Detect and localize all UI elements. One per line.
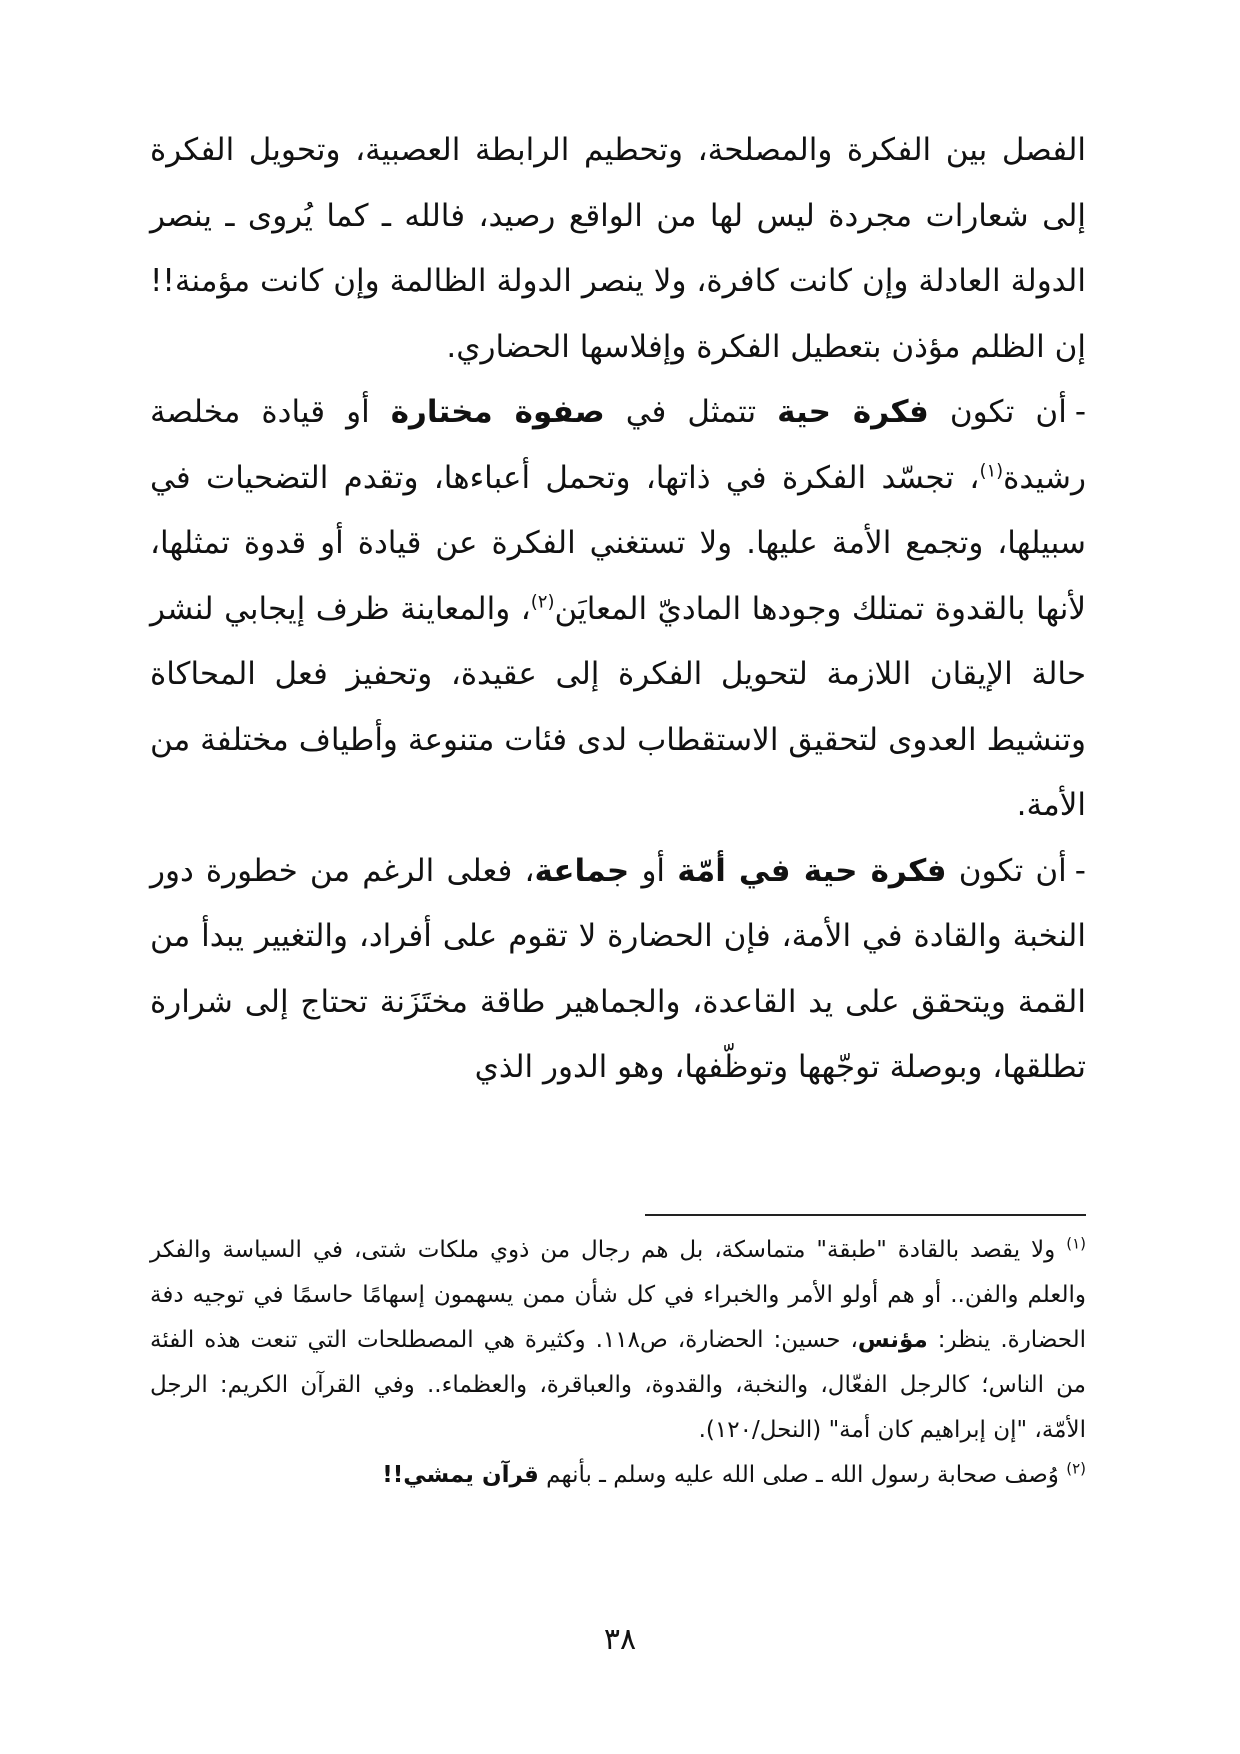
footnote-1-mark: (١)	[1066, 1234, 1086, 1253]
footnote-2-mark: (٢)	[1066, 1459, 1086, 1478]
bullet2-text-1: أن تكون	[958, 852, 1067, 889]
bullet-dash: -	[1074, 852, 1086, 889]
footnote-1-text-1: ولا يقصد بالقادة "طبقة" متماسكة، بل هم رجال من ذوي ملكات شتى، في السياسة والفكر والعلم والفن.. أو هم أولو الأمر والخبراء في كل شأن ممن يسهمون إسهامًا حاسمًا في توجيه دفة الحضارة. ينظر:	[150, 1237, 1087, 1353]
footnote-2	[150, 1453, 1086, 1498]
bullet-dash: -	[1074, 394, 1086, 430]
footnote-ref-2[interactable]: (٢)	[530, 591, 555, 613]
footnote-2-bold: قرآن يمشي!!	[382, 1462, 539, 1488]
bullet1-text-4: ، تجسّد الفكرة في ذاتها، وتحمل أعباءها، وتقدم التضحيات في سبيلها، وتجمع الأمة عليها. ولا تستغني الفكرة عن قيادة أو قدوة تمثلها، لأنها بالقدوة تمتلك وجودها الماديّ المعايَن	[150, 459, 1086, 627]
bullet1-text-1: أن تكون	[949, 394, 1067, 430]
bullet2-bold-2: جماعة	[534, 852, 630, 889]
bullet1-bold-2: صفوة مختارة	[390, 394, 605, 430]
footnote-2-text-1: وُصف صحابة رسول الله ـ صلى الله عليه وسلم ـ بأنهم	[546, 1462, 1059, 1488]
footnote-divider	[645, 1214, 1086, 1216]
page-number: ٣٨	[603, 1622, 637, 1657]
document-page	[150, 118, 1086, 1678]
bullet2-bold-1: فكرة حية في أمّة	[677, 852, 947, 889]
footnote-ref-1[interactable]: (١)	[979, 460, 1004, 482]
footnotes	[150, 1228, 1086, 1498]
main-text	[150, 118, 1086, 1101]
footnote-1-text-2: ، حسين: الحضارة، ص١١٨. وكثيرة هي المصطلحات التي تنعت هذه الفئة من الناس؛ كالرجل الفعّال، والنخبة، والقدوة، والعباقرة، والعظماء.. وفي القرآن الكريم: الرجل الأمّة، "إن إبراهيم كان أمة" (النحل/١٢٠).	[150, 1327, 1086, 1443]
bullet1-text-5: ، والمعاينة ظرف إيجابي لنشر حالة الإيقان اللازمة لتحويل الفكرة إلى عقيدة، وتحفيز فعل المحاكاة وتنشيط العدوى لتحقيق الاستقطاب لدى فئات متنوعة وأطياف مختلفة من الأمة.	[150, 590, 1086, 823]
footnote-1	[150, 1228, 1086, 1453]
bullet-living-idea-elite	[150, 380, 1086, 839]
bullet2-text-3: ، فعلى الرغم من خطورة دور النخبة والقادة في الأمة، فإن الحضارة لا تقوم على أفراد، والتغيير يبدأ من القمة ويتحقق على يد القاعدة، والجماهير طاقة مختَزَنة تحتاج إلى شرارة تطلقها، وبوصلة توجّهها وتوظّفها، وهو الدور الذي	[150, 852, 1086, 1085]
paragraph-intro: الفصل بين الفكرة والمصلحة، وتحطيم الرابطة العصبية، وتحويل الفكرة إلى شعارات مجردة ليس لها من الواقع رصيد، فالله ـ كما يُروى ـ ينصر الدولة العادلة وإن كانت كافرة، ولا ينصر الدولة الظالمة وإن كانت مؤمنة!! إن الظلم مؤذن بتعطيل الفكرة وإفلاسها الحضاري.	[150, 132, 1086, 365]
bullet1-text-3: أو قيادة مخلصة رشيدة	[150, 394, 1086, 496]
bullet-living-idea-nation	[150, 839, 1086, 1101]
bullet1-bold-1: فكرة حية	[777, 394, 929, 430]
bullet2-text-2: أو	[641, 852, 666, 889]
bullet1-text-2: تتمثل في	[625, 394, 757, 430]
footnote-1-author: مؤنس	[857, 1327, 928, 1353]
